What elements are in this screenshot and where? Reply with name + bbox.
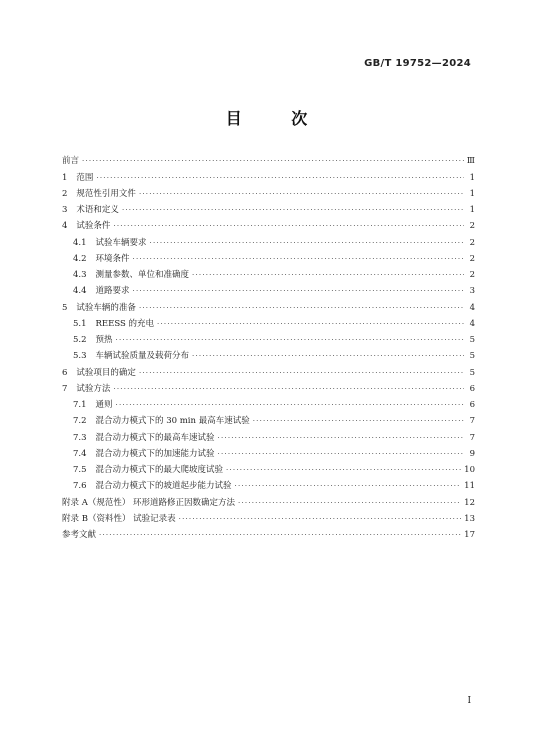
toc-entry-title: 通则 [95, 400, 113, 410]
toc-entry-number: 4.1 [73, 237, 87, 248]
toc-entry-page: 1 [469, 172, 475, 183]
toc-entry-page: 1 [469, 205, 475, 215]
toc-entry-page: 13 [464, 513, 475, 524]
toc-entry-number: 7.6 [73, 481, 87, 492]
toc-entry[interactable] [62, 249, 475, 265]
toc-entry-number: 5.3 [73, 351, 87, 362]
toc-entry-page: 2 [469, 270, 475, 280]
toc-entry[interactable] [62, 379, 475, 395]
dot-leader [139, 189, 464, 200]
toc-entry[interactable] [62, 281, 475, 297]
toc-entry-page: 1 [469, 188, 475, 199]
toc-entry[interactable] [62, 151, 475, 167]
toc-entry-number: 1 [62, 172, 68, 183]
toc-entry-title: 试验车辆的准备 [76, 302, 136, 313]
dot-leader [139, 303, 464, 314]
dot-leader [192, 351, 464, 362]
toc-entry-page: 6 [469, 383, 475, 394]
dot-leader [238, 498, 461, 509]
toc-entry-title: 预热 [95, 335, 113, 345]
toc-entry-page: 4 [469, 302, 475, 313]
dot-leader [113, 384, 464, 395]
dot-leader [122, 205, 464, 216]
dot-leader [82, 156, 464, 167]
dot-leader [226, 465, 461, 476]
toc-entry-number: 3 [62, 205, 68, 215]
page-title: 目 次 [225, 109, 330, 128]
dot-leader [235, 481, 462, 492]
toc-entry-title: 试验项目的确定 [76, 367, 136, 378]
dot-leader [133, 254, 464, 265]
toc-entry[interactable] [62, 411, 475, 427]
toc-entry-page: 11 [464, 481, 475, 492]
toc-entry-number: 4.3 [73, 270, 87, 280]
toc-entry-number: 7 [62, 383, 68, 394]
table-of-contents [62, 151, 475, 541]
toc-entry[interactable] [62, 200, 475, 216]
toc-entry-page: Ⅲ [466, 156, 475, 167]
toc-entry-title: 前言 [62, 156, 80, 167]
toc-entry-title: REESS 的充电 [95, 318, 155, 329]
toc-entry[interactable] [62, 265, 475, 281]
toc-entry-title: 术语和定义 [76, 205, 119, 215]
toc-entry-title: 混合动力模式下的坡道起步能力试验 [95, 481, 232, 492]
toc-entry-title: 车辆试验质量及载荷分布 [95, 351, 190, 362]
dot-leader [150, 238, 464, 249]
dot-leader [113, 221, 464, 232]
toc-entry-title: 范围 [76, 172, 94, 183]
toc-entry[interactable] [62, 395, 475, 411]
toc-entry-number: 7.1 [73, 400, 87, 410]
dot-leader [99, 530, 461, 541]
toc-entry-title: 道路要求 [95, 286, 130, 297]
standard-number: GB/T 19752—2024 [364, 58, 471, 69]
toc-entry-number: 7.4 [73, 448, 87, 459]
toc-entry-page: 7 [469, 432, 475, 443]
toc-entry-title: 附录 A（规范性） 环形道路修正因数确定方法 [62, 497, 236, 508]
toc-entry-title: 试验车辆要求 [95, 237, 147, 248]
toc-entry[interactable] [62, 216, 475, 232]
toc-entry-page: 2 [469, 253, 475, 264]
toc-entry-page: 5 [469, 351, 475, 362]
toc-entry-title: 规范性引用文件 [76, 188, 136, 199]
toc-entry-page: 5 [469, 367, 475, 378]
dot-leader [133, 286, 464, 297]
dot-leader [179, 514, 462, 525]
toc-entry-title: 试验条件 [76, 221, 111, 232]
toc-entry[interactable] [62, 476, 475, 492]
toc-entry-page: 9 [469, 448, 475, 459]
toc-entry[interactable] [62, 314, 475, 330]
dot-leader [96, 173, 464, 184]
toc-entry-title: 测量参数、单位和准确度 [95, 270, 190, 280]
toc-entry-page: 4 [469, 318, 475, 329]
toc-entry-number: 7.3 [73, 432, 87, 443]
dot-leader [116, 335, 464, 346]
toc-entry-page: 7 [469, 416, 475, 427]
toc-entry[interactable] [62, 444, 475, 460]
toc-entry-number: 6 [62, 367, 68, 378]
toc-entry-page: 6 [469, 400, 475, 410]
toc-entry[interactable] [62, 346, 475, 362]
toc-entry-page: 12 [464, 497, 475, 508]
dot-leader [116, 400, 464, 411]
toc-entry-number: 7.5 [73, 465, 87, 475]
toc-entry[interactable] [62, 167, 475, 183]
toc-entry-page: 5 [469, 335, 475, 345]
dot-leader [157, 319, 464, 330]
toc-entry-number: 5.1 [73, 318, 87, 329]
toc-entry-title: 混合动力模式下的加速能力试验 [95, 448, 215, 459]
toc-entry[interactable] [62, 330, 475, 346]
toc-entry-number: 4 [62, 221, 68, 232]
toc-entry-title: 混合动力模式下的最大爬坡度试验 [95, 465, 224, 475]
toc-entry[interactable] [62, 427, 475, 443]
toc-entry-title: 试验方法 [76, 383, 111, 394]
dot-leader [139, 368, 464, 379]
dot-leader [218, 433, 464, 444]
toc-entry-title: 参考文献 [62, 530, 97, 540]
toc-entry[interactable] [62, 525, 475, 541]
toc-entry[interactable] [62, 492, 475, 508]
toc-entry-title: 环境条件 [95, 253, 130, 264]
toc-entry-number: 7.2 [73, 416, 87, 427]
toc-entry-title: 混合动力模式下的最高车速试验 [95, 432, 215, 443]
toc-entry-page: 2 [469, 237, 475, 248]
toc-entry-page: 3 [469, 286, 475, 297]
toc-entry[interactable] [62, 232, 475, 248]
toc-entry-number: 5 [62, 302, 68, 313]
toc-entry[interactable] [62, 460, 475, 476]
toc-entry-number: 4.2 [73, 253, 87, 264]
toc-entry[interactable] [62, 509, 475, 525]
toc-entry-number: 5.2 [73, 335, 87, 345]
toc-entry-page: 17 [464, 530, 475, 540]
toc-entry-page: 10 [464, 465, 475, 475]
toc-entry[interactable] [62, 297, 475, 313]
toc-entry-number: 2 [62, 188, 68, 199]
toc-entry[interactable] [62, 362, 475, 378]
toc-entry-number: 4.4 [73, 286, 87, 297]
dot-leader [218, 449, 464, 460]
toc-entry-title: 混合动力模式下的 30 min 最高车速试验 [95, 416, 250, 427]
dot-leader [253, 416, 464, 427]
toc-entry-title: 附录 B（资料性） 试验记录表 [62, 513, 176, 524]
page-number: Ⅰ [467, 696, 471, 706]
toc-entry-page: 2 [469, 221, 475, 232]
toc-entry[interactable] [62, 184, 475, 200]
dot-leader [192, 270, 464, 281]
